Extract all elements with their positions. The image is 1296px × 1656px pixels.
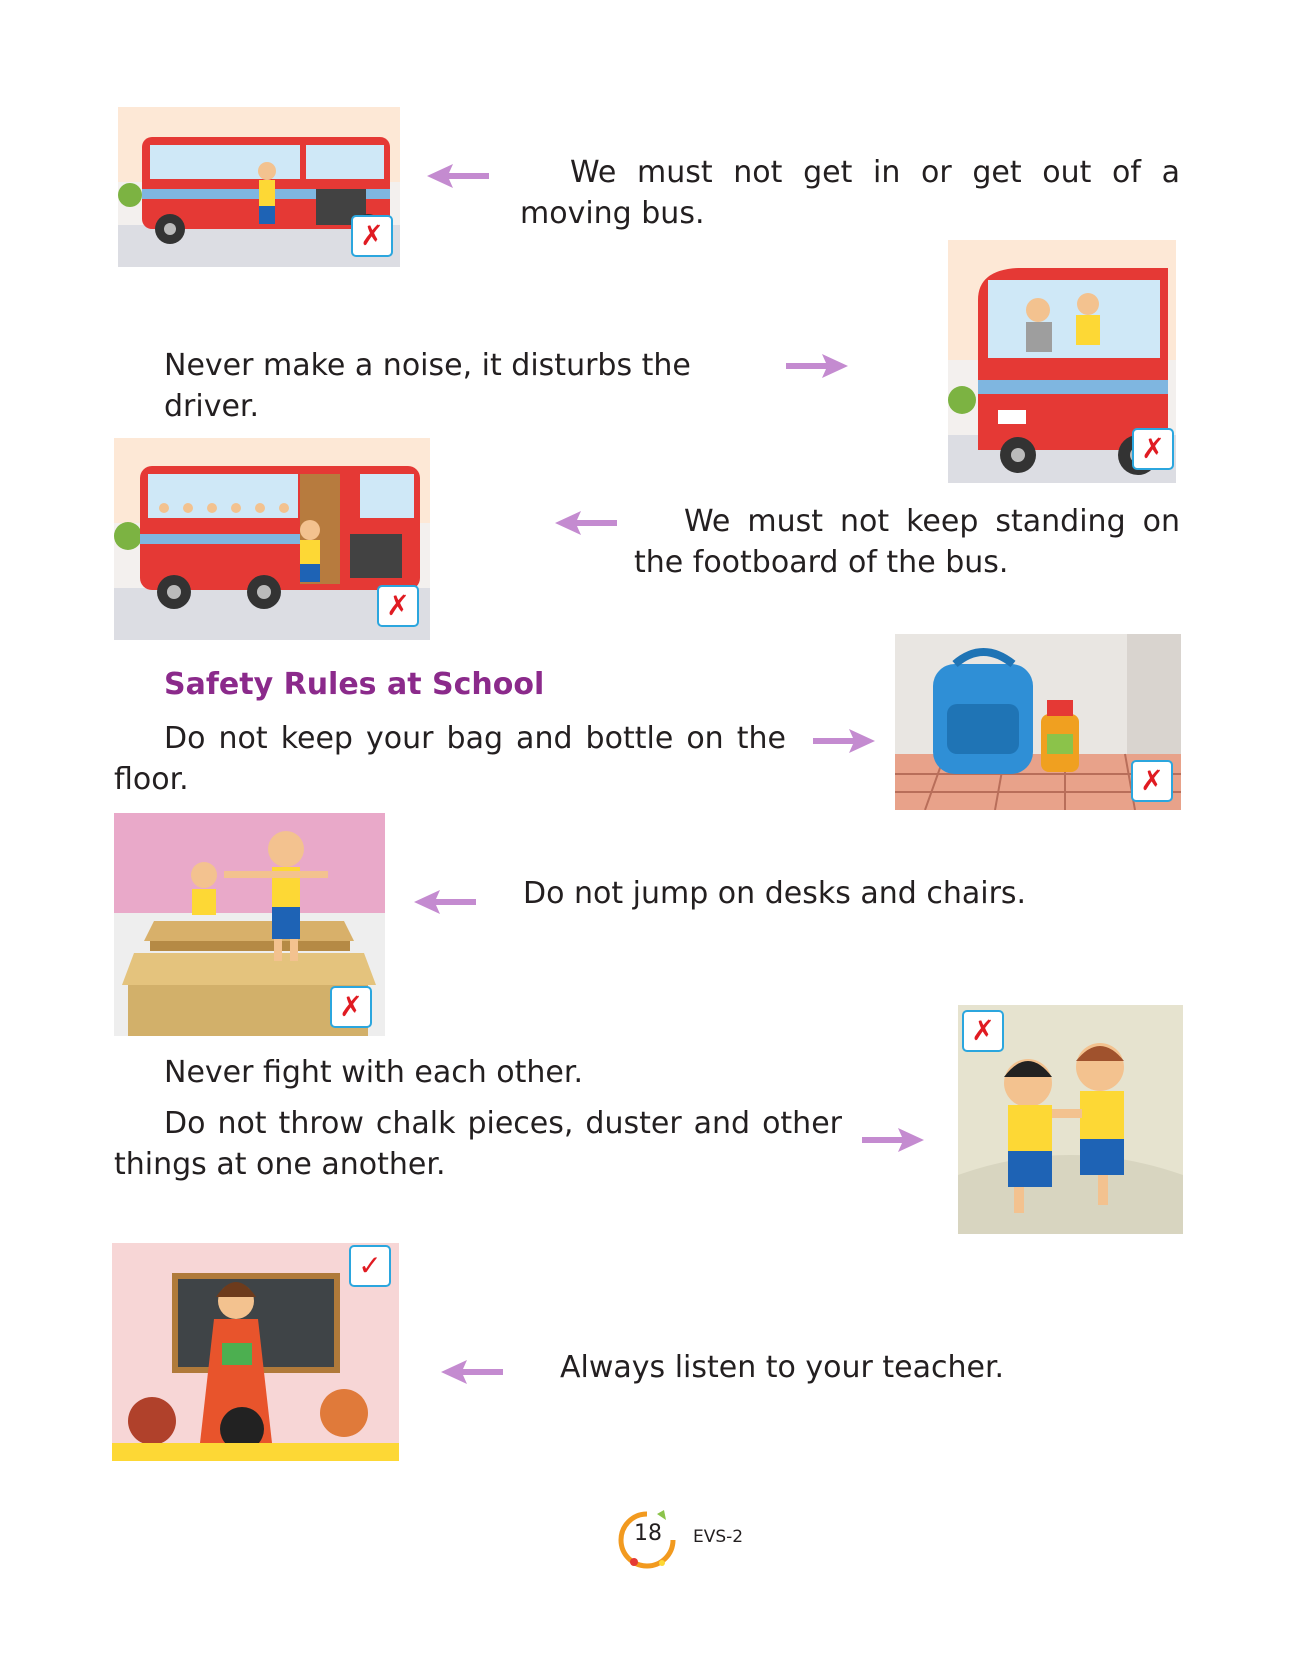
page-number: 18: [634, 1521, 662, 1546]
cross-mark-icon: ✗: [377, 585, 419, 627]
rule-text-desks: Do not jump on desks and chairs.: [523, 876, 1027, 911]
cross-mark-icon: ✗: [351, 215, 393, 257]
section-heading: Safety Rules at School: [164, 667, 545, 702]
left-arrow-icon: [441, 1358, 503, 1386]
cross-mark-icon: ✗: [962, 1010, 1004, 1052]
rule-text-bag-bottle: Do not keep your bag and bottle on the floor.: [114, 721, 786, 797]
rule-text-throwing: Do not throw chalk pieces, duster and other things at one another.: [114, 1106, 842, 1182]
right-arrow-icon: [862, 1126, 924, 1154]
cross-mark-icon: ✗: [1131, 760, 1173, 802]
book-code: EVS-2: [693, 1527, 744, 1547]
right-arrow-icon: [786, 352, 848, 380]
left-arrow-icon: [414, 888, 476, 916]
cross-mark-icon: ✗: [330, 986, 372, 1028]
rule-text-fighting: Never fight with each other.: [164, 1055, 584, 1090]
rule-text-moving-bus: We must not get in or get out of a moving bus.: [520, 155, 1180, 231]
rule-text-teacher: Always listen to your teacher.: [560, 1350, 1005, 1385]
rule-text-footboard: We must not keep standing on the footboard of the bus.: [634, 504, 1180, 580]
right-arrow-icon: [813, 727, 875, 755]
cross-mark-icon: ✗: [1132, 428, 1174, 470]
check-mark-icon: ✓: [349, 1245, 391, 1287]
rule-text-noise: Never make a noise, it disturbs the driver.: [164, 348, 691, 424]
left-arrow-icon: [555, 509, 617, 537]
left-arrow-icon: [427, 162, 489, 190]
